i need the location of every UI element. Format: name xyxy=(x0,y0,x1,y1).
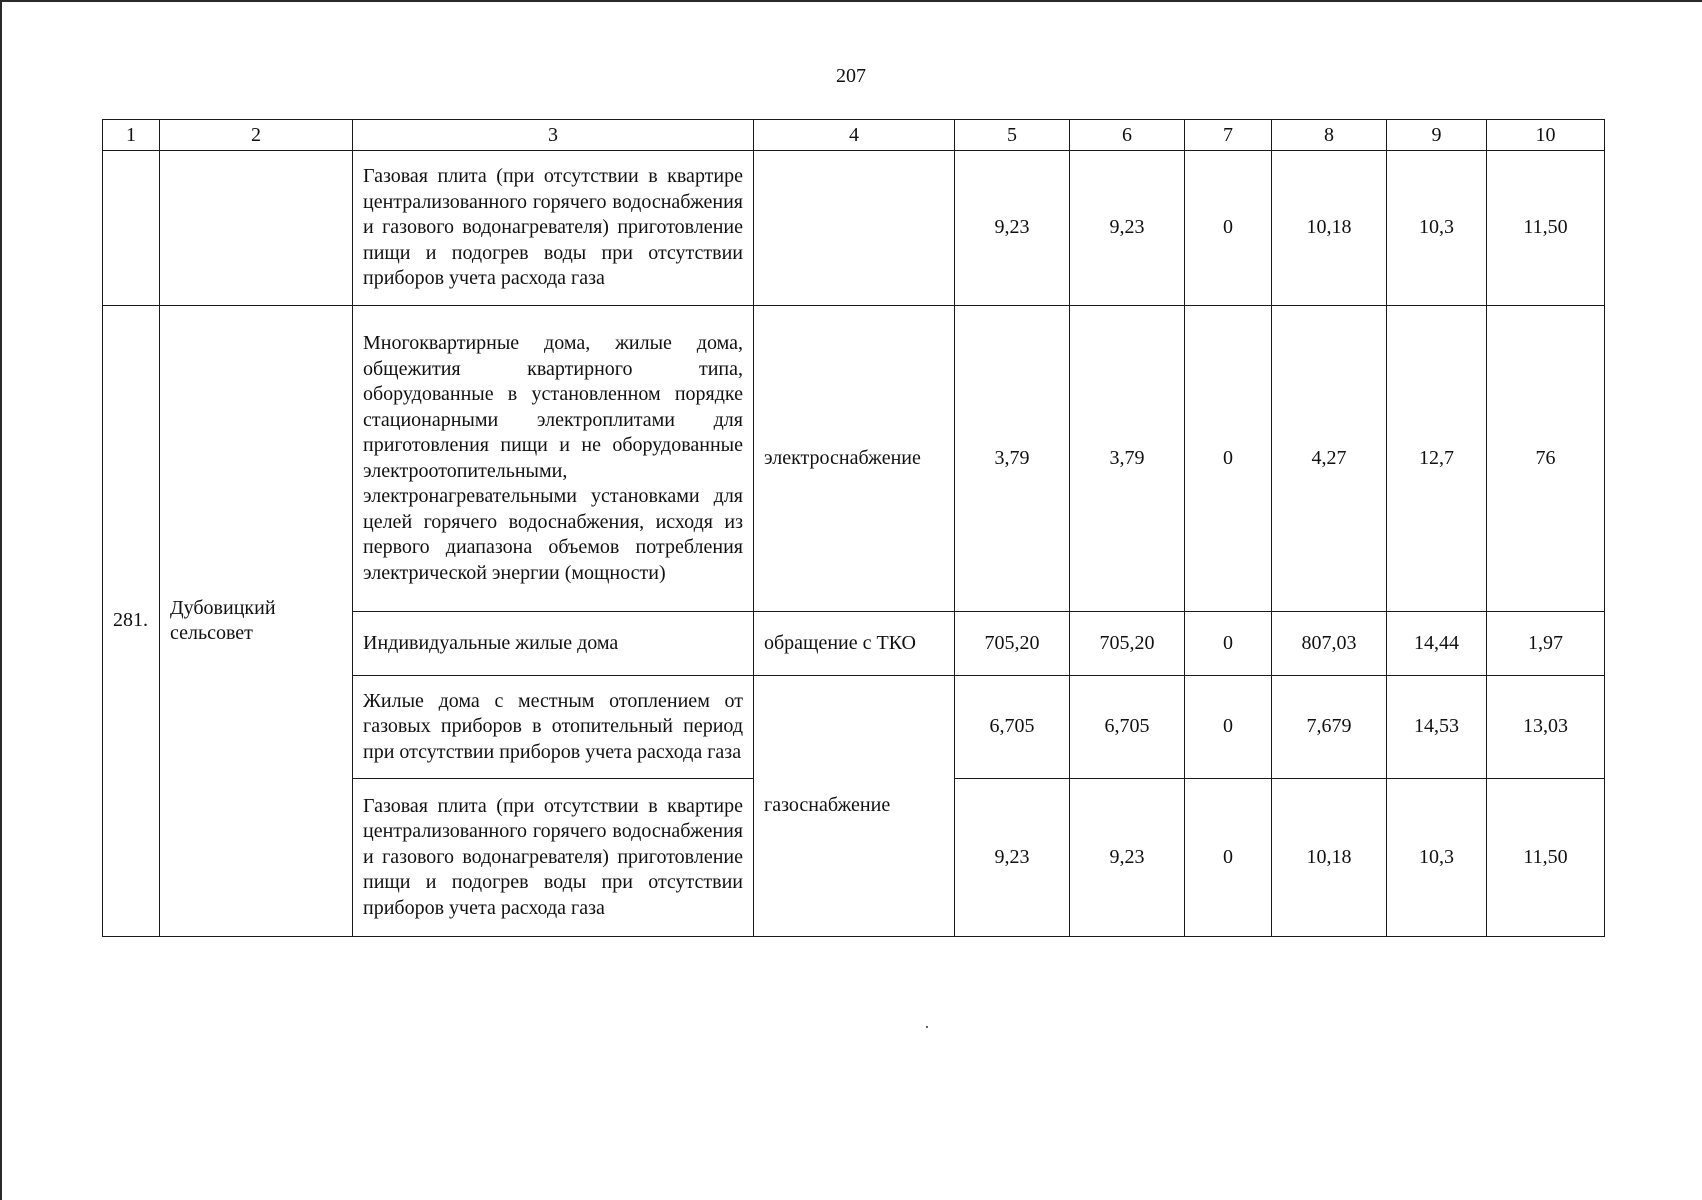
service-cell: электроснабжение xyxy=(754,306,955,612)
page-number: 207 xyxy=(836,65,866,87)
description-cell: Многоквартирные дома, жилые дома, общежития квартирного типа, оборудованные в установленном порядке стационарными электроплитами для приготовления пищи и не оборудованные электроотопительными, электронагревательными установками для целей горячего водоснабжения, исходя из первого диапазона объемов потребления электрической энергии (мощности) xyxy=(353,306,754,612)
table-row xyxy=(103,151,1605,306)
header-cell: 5 xyxy=(955,120,1070,151)
description-cell: Индивидуальные жилые дома xyxy=(353,612,754,676)
description-cell: Жилые дома с местным отоплением от газовых приборов в отопительный период при отсутствии приборов учета расхода газа xyxy=(353,676,754,779)
value-cell: 6,705 xyxy=(1070,676,1185,779)
header-cell: 3 xyxy=(353,120,754,151)
tariff-table xyxy=(102,119,1605,937)
header-cell: 1 xyxy=(103,120,160,151)
header-cell: 10 xyxy=(1487,120,1605,151)
value-cell: 9,23 xyxy=(1070,779,1185,937)
value-cell: 0 xyxy=(1185,306,1272,612)
value-cell: 11,50 xyxy=(1487,151,1605,306)
header-row xyxy=(103,120,1605,151)
value-cell: 4,27 xyxy=(1272,306,1387,612)
service-cell xyxy=(754,151,955,306)
scan-speck xyxy=(926,1026,928,1028)
header-cell: 8 xyxy=(1272,120,1387,151)
value-cell: 0 xyxy=(1185,612,1272,676)
table-row xyxy=(103,306,1605,612)
value-cell: 12,7 xyxy=(1387,306,1487,612)
value-cell: 76 xyxy=(1487,306,1605,612)
value-cell: 3,79 xyxy=(955,306,1070,612)
value-cell: 13,03 xyxy=(1487,676,1605,779)
description-cell: Газовая плита (при отсутствии в квартире централизованного горячего водоснабжения и газового водонагревателя) приготовление пищи и подогрев воды при отсутствии приборов учета расхода газа xyxy=(353,151,754,306)
value-cell: 11,50 xyxy=(1487,779,1605,937)
service-cell: обращение с ТКО xyxy=(754,612,955,676)
value-cell: 10,3 xyxy=(1387,779,1487,937)
value-cell: 9,23 xyxy=(955,151,1070,306)
header-cell: 9 xyxy=(1387,120,1487,151)
value-cell: 7,679 xyxy=(1272,676,1387,779)
value-cell: 1,97 xyxy=(1487,612,1605,676)
value-cell: 705,20 xyxy=(1070,612,1185,676)
entry-index: 281. xyxy=(103,306,160,937)
value-cell: 9,23 xyxy=(1070,151,1185,306)
header-cell: 2 xyxy=(160,120,353,151)
municipality-cell xyxy=(160,151,353,306)
value-cell: 10,3 xyxy=(1387,151,1487,306)
value-cell: 807,03 xyxy=(1272,612,1387,676)
header-cell: 6 xyxy=(1070,120,1185,151)
value-cell: 0 xyxy=(1185,151,1272,306)
header-cell: 7 xyxy=(1185,120,1272,151)
service-cell: газоснабжение xyxy=(754,676,955,937)
value-cell: 10,18 xyxy=(1272,151,1387,306)
value-cell: 9,23 xyxy=(955,779,1070,937)
value-cell: 6,705 xyxy=(955,676,1070,779)
value-cell: 705,20 xyxy=(955,612,1070,676)
value-cell: 10,18 xyxy=(1272,779,1387,937)
description-cell: Газовая плита (при отсутствии в квартире централизованного горячего водоснабжения и газового водонагревателя) приготовление пищи и подогрев воды при отсутствии приборов учета расхода газа xyxy=(353,779,754,937)
value-cell: 3,79 xyxy=(1070,306,1185,612)
value-cell: 0 xyxy=(1185,779,1272,937)
header-cell: 4 xyxy=(754,120,955,151)
value-cell: 14,53 xyxy=(1387,676,1487,779)
index-cell xyxy=(103,151,160,306)
value-cell: 14,44 xyxy=(1387,612,1487,676)
municipality-name: Дубовицкий сельсовет xyxy=(160,306,353,937)
value-cell: 0 xyxy=(1185,676,1272,779)
